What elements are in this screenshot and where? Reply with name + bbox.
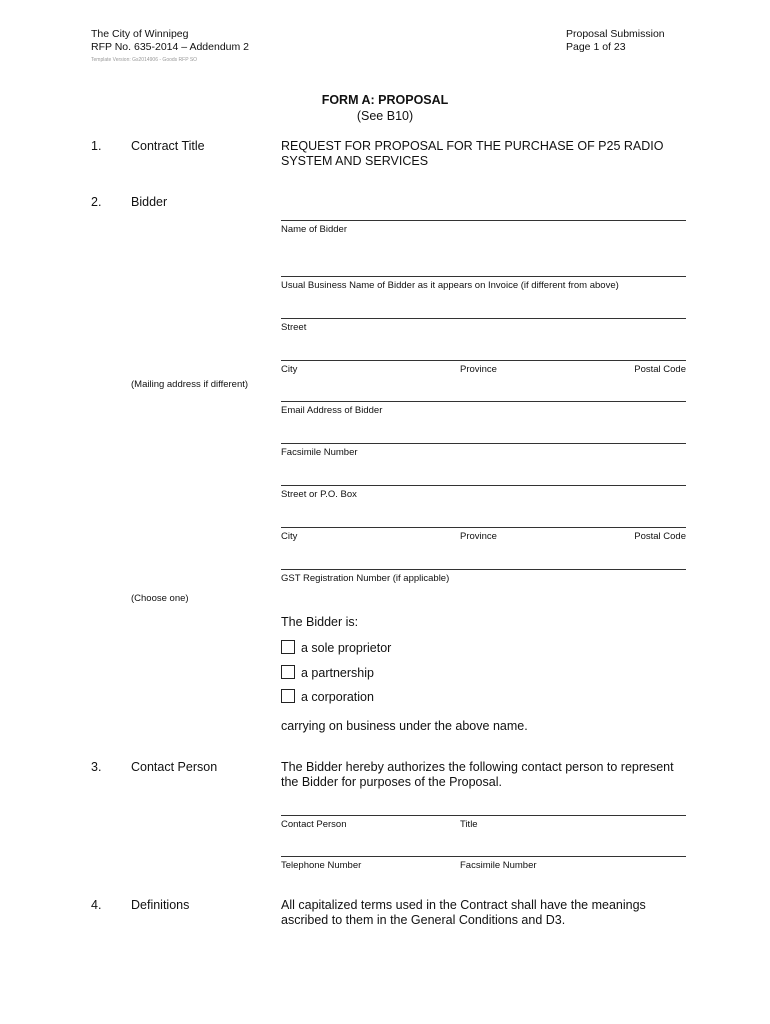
mailing-city-label: City <box>281 531 298 542</box>
province-label: Province <box>460 364 497 375</box>
form-subtitle: (See B10) <box>356 109 414 123</box>
contact-fax-label: Facsimile Number <box>460 860 537 871</box>
section-1-label: Contract Title <box>131 139 205 153</box>
section-2-number: 2. <box>91 195 102 209</box>
contact-authorization-line-1: The Bidder hereby authorizes the following contact person to represent <box>281 760 674 774</box>
city-label: City <box>281 364 298 375</box>
partnership-label: a partnership <box>301 666 374 680</box>
gst-label: GST Registration Number (if applicable) <box>281 573 450 584</box>
definitions-text-line-2: ascribed to them in the General Conditions and D3. <box>281 913 566 927</box>
postal-code-label: Postal Code <box>634 364 686 375</box>
bidder-name-line[interactable] <box>281 220 686 221</box>
corporation-checkbox[interactable] <box>281 689 295 703</box>
mailing-postal-code-label: Postal Code <box>634 531 686 542</box>
contract-title-line-1: REQUEST FOR PROPOSAL FOR THE PURCHASE OF P25 RADIO <box>281 139 664 153</box>
city-province-postal-line[interactable] <box>281 360 686 361</box>
header-city: The City of Winnipeg <box>91 28 189 40</box>
bidder-name-label: Name of Bidder <box>281 224 348 235</box>
usual-name-label: Usual Business Name of Bidder as it appears on Invoice (if different from above) <box>281 280 619 291</box>
telephone-number-label: Telephone Number <box>281 860 362 871</box>
street-po-line[interactable] <box>281 485 686 486</box>
section-4-label: Definitions <box>131 898 190 912</box>
gst-line[interactable] <box>281 569 686 570</box>
header-page-number: Page 1 of 23 <box>566 41 626 53</box>
email-label: Email Address of Bidder <box>281 405 383 416</box>
form-title: FORM A: PROPOSAL <box>321 93 449 107</box>
header-rfp-number: RFP No. 635-2014 – Addendum 2 <box>91 41 249 53</box>
template-version: Template Version: Gs2014906 - Goods RFP SO <box>91 57 198 63</box>
section-1-number: 1. <box>91 139 102 153</box>
section-4-number: 4. <box>91 898 102 912</box>
contract-title-line-2: SYSTEM AND SERVICES <box>281 154 429 168</box>
partnership-checkbox[interactable] <box>281 665 295 679</box>
carrying-on-business-text: carrying on business under the above name. <box>281 719 528 733</box>
usual-name-line[interactable] <box>281 276 686 277</box>
street-label: Street <box>281 322 307 333</box>
section-2-label: Bidder <box>131 195 168 209</box>
contact-authorization-line-2: the Bidder for purposes of the Proposal. <box>281 775 502 789</box>
fax-line[interactable] <box>281 443 686 444</box>
fax-label: Facsimile Number <box>281 447 358 458</box>
contact-person-line[interactable] <box>281 815 686 816</box>
contact-phone-line[interactable] <box>281 856 686 857</box>
bidder-is-heading: The Bidder is: <box>281 615 359 629</box>
email-line[interactable] <box>281 401 686 402</box>
contact-person-label: Contact Person <box>281 819 347 830</box>
mailing-address-note: (Mailing address if different) <box>131 379 249 390</box>
mailing-province-label: Province <box>460 531 497 542</box>
header-section: Proposal Submission <box>566 28 665 40</box>
sole-proprietor-label: a sole proprietor <box>301 641 392 655</box>
section-3-number: 3. <box>91 760 102 774</box>
street-po-label: Street or P.O. Box <box>281 489 357 500</box>
street-line[interactable] <box>281 318 686 319</box>
section-3-label: Contact Person <box>131 760 218 774</box>
definitions-text-line-1: All capitalized terms used in the Contract shall have the meanings <box>281 898 646 912</box>
mailing-city-line[interactable] <box>281 527 686 528</box>
sole-proprietor-checkbox[interactable] <box>281 640 295 654</box>
choose-one-note: (Choose one) <box>131 593 189 604</box>
contact-title-label: Title <box>460 819 478 830</box>
corporation-label: a corporation <box>301 690 374 704</box>
